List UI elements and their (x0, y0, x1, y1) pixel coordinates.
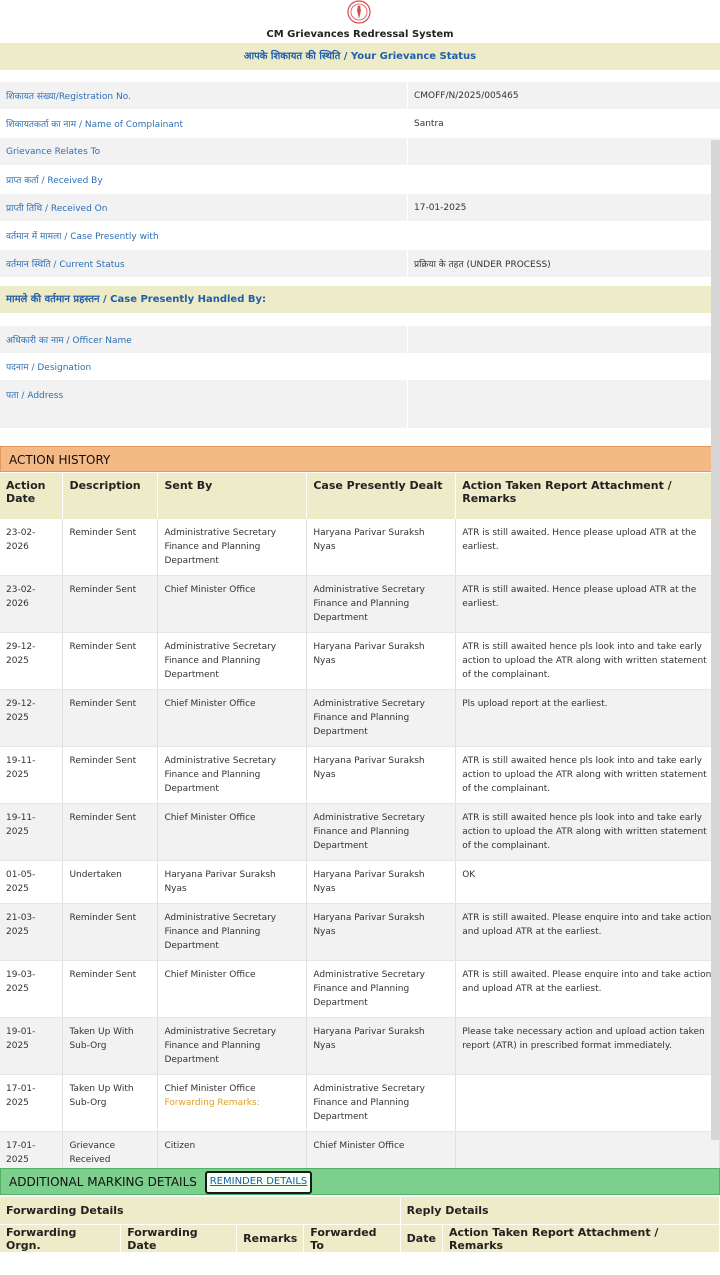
sent-by (158, 519, 307, 576)
action-date (0, 1075, 63, 1132)
description-text: Reminder Sent (69, 699, 137, 709)
case-presently-dealt (307, 633, 456, 690)
sent-by (158, 861, 307, 904)
history-header-row (0, 473, 720, 519)
description (63, 804, 158, 861)
action-history-table (0, 473, 720, 1175)
column-header: Forwarded To (304, 1225, 400, 1253)
case-presently-with (408, 222, 720, 250)
officer-label: पदनाम / Designation (0, 353, 408, 380)
case-handled-by-banner: मामले की वर्तमान प्रहस्तन / Case Presently Handled By: (0, 286, 720, 313)
case-presently-dealt-text: Haryana Parivar Suraksh Nyas (313, 642, 425, 666)
description-text: Reminder Sent (69, 756, 137, 766)
complainant-name: Santra (408, 110, 720, 138)
remarks (456, 804, 720, 861)
sent-by (158, 576, 307, 633)
column-header: Action Date (0, 473, 63, 519)
description-text: Reminder Sent (69, 585, 137, 595)
description (63, 1075, 158, 1132)
sent-by-text: Chief Minister Office (164, 1084, 256, 1094)
case-presently-dealt-text: Chief Minister Office (313, 1141, 405, 1151)
description (63, 690, 158, 747)
grievance-status-banner: आपके शिकायत की स्थिति / Your Grievance Status (0, 43, 720, 70)
officer-label: पता / Address (0, 380, 408, 428)
description (63, 961, 158, 1018)
action-date-text: 01-05-2025 (6, 870, 36, 894)
info-row (0, 194, 720, 222)
case-presently-dealt (307, 519, 456, 576)
info-label: प्राप्ती तिथि / Received On (0, 194, 408, 222)
remarks (456, 961, 720, 1018)
description (63, 861, 158, 904)
description (63, 519, 158, 576)
current-status: प्रक्रिया के तहत (UNDER PROCESS) (408, 250, 720, 278)
description-text: Taken Up With Sub-Org (69, 1027, 134, 1051)
grievance-relates-to (408, 138, 720, 166)
history-row (0, 690, 720, 747)
history-row (0, 519, 720, 576)
sent-by (158, 747, 307, 804)
forwarding-group-row (0, 1197, 720, 1225)
sent-by (158, 961, 307, 1018)
forwarding-remarks-note: Forwarding Remarks: (164, 1098, 260, 1108)
case-presently-dealt-text: Haryana Parivar Suraksh Nyas (313, 756, 425, 780)
officer-designation (408, 353, 720, 380)
case-presently-dealt-text: Haryana Parivar Suraksh Nyas (313, 870, 425, 894)
registration-number: CMOFF/N/2025/005465 (408, 82, 720, 110)
history-row (0, 804, 720, 861)
action-date-text: 17-01-2025 (6, 1141, 36, 1165)
remarks-text: ATR is still awaited hence pls look into and take early action to upload the ATR along with written statement of the complainant. (462, 642, 707, 680)
remarks (456, 690, 720, 747)
remarks-text: ATR is still awaited hence pls look into and take early action to upload the ATR along with written statement of the complainant. (462, 756, 707, 794)
sent-by-text: Chief Minister Office (164, 970, 256, 980)
history-row (0, 961, 720, 1018)
site-title: CM Grievances Redressal System (266, 29, 454, 40)
column-header: Remarks (237, 1225, 304, 1253)
sent-by-text: Administrative Secretary Finance and Planning Department (164, 1027, 277, 1065)
action-date (0, 961, 63, 1018)
case-presently-dealt (307, 1075, 456, 1132)
sent-by-text: Haryana Parivar Suraksh Nyas (164, 870, 276, 894)
remarks (456, 576, 720, 633)
action-date-text: 23-02-2026 (6, 585, 36, 609)
action-date-text: 19-11-2025 (6, 813, 36, 837)
sent-by (158, 904, 307, 961)
sent-by-text: Citizen (164, 1141, 196, 1151)
info-label: शिकायत संख्या/Registration No. (0, 82, 408, 110)
history-row (0, 576, 720, 633)
action-date-text: 19-01-2025 (6, 1027, 36, 1051)
received-by (408, 166, 720, 194)
additional-marking-title: ADDITIONAL MARKING DETAILS (9, 1175, 197, 1189)
remarks-text: Pls upload report at the earliest. (462, 699, 608, 709)
sent-by-text: Administrative Secretary Finance and Planning Department (164, 528, 277, 566)
column-header: Forwarding Date (121, 1225, 237, 1253)
page-header (0, 0, 720, 42)
officer-row (0, 353, 720, 380)
sent-by (158, 1075, 307, 1132)
case-presently-dealt-text: Administrative Secretary Finance and Planning Department (313, 585, 426, 623)
case-presently-dealt-text: Haryana Parivar Suraksh Nyas (313, 1027, 425, 1051)
forwarding-header-row (0, 1225, 720, 1253)
case-presently-dealt-text: Administrative Secretary Finance and Planning Department (313, 699, 426, 737)
action-date (0, 861, 63, 904)
remarks (456, 1018, 720, 1075)
column-header: Action Taken Report Attachment / Remarks (456, 473, 720, 519)
action-date (0, 804, 63, 861)
officer-row (0, 326, 720, 353)
history-row (0, 1075, 720, 1132)
column-header: Date (400, 1225, 442, 1253)
info-row (0, 166, 720, 194)
info-label: Grievance Relates To (0, 138, 408, 166)
description-text: Undertaken (69, 870, 122, 880)
action-date-text: 17-01-2025 (6, 1084, 36, 1108)
action-date (0, 747, 63, 804)
description-text: Reminder Sent (69, 913, 137, 923)
action-date (0, 576, 63, 633)
remarks-text: OK (462, 870, 476, 880)
remarks (456, 861, 720, 904)
description (63, 747, 158, 804)
forwarding-table (0, 1197, 720, 1253)
info-label: वर्तमान में मामला / Case Presently with (0, 222, 408, 250)
remarks (456, 747, 720, 804)
case-presently-dealt-text: Administrative Secretary Finance and Planning Department (313, 1084, 426, 1122)
history-row (0, 861, 720, 904)
remarks (456, 904, 720, 961)
history-body (0, 519, 720, 1175)
case-presently-dealt-text: Haryana Parivar Suraksh Nyas (313, 528, 425, 552)
column-header: Case Presently Dealt (307, 473, 456, 519)
forwarding-details-label: Forwarding Details (0, 1197, 400, 1225)
description-text: Reminder Sent (69, 528, 137, 538)
sent-by (158, 1018, 307, 1075)
officer-label: अधिकारी का नाम / Officer Name (0, 326, 408, 353)
case-presently-dealt (307, 804, 456, 861)
case-presently-dealt (307, 961, 456, 1018)
remarks-text: ATR is still awaited hence pls look into and take early action to upload the ATR along with written statement of the complainant. (462, 813, 707, 851)
officer-name (408, 326, 720, 353)
case-presently-dealt (307, 1018, 456, 1075)
info-label: शिकायतकर्ता का नाम / Name of Complainant (0, 110, 408, 138)
column-header: Description (63, 473, 158, 519)
column-header: Action Taken Report Attachment / Remarks (442, 1225, 719, 1253)
description (63, 576, 158, 633)
action-history-header: ACTION HISTORY (0, 446, 720, 472)
sent-by-text: Chief Minister Office (164, 699, 256, 709)
history-row (0, 747, 720, 804)
action-date (0, 690, 63, 747)
case-presently-dealt (307, 690, 456, 747)
history-row (0, 1018, 720, 1075)
description (63, 633, 158, 690)
case-presently-dealt (307, 904, 456, 961)
remarks (456, 1075, 720, 1132)
officer-address (408, 380, 720, 428)
received-on: 17-01-2025 (408, 194, 720, 222)
sent-by-text: Chief Minister Office (164, 585, 256, 595)
info-row (0, 250, 720, 278)
info-label: वर्तमान स्थिति / Current Status (0, 250, 408, 278)
description (63, 1018, 158, 1075)
sent-by (158, 690, 307, 747)
description-text: Reminder Sent (69, 813, 137, 823)
action-date-text: 19-11-2025 (6, 756, 36, 780)
description-text: Reminder Sent (69, 642, 137, 652)
action-date-text: 29-12-2025 (6, 699, 36, 723)
description (63, 904, 158, 961)
remarks (456, 519, 720, 576)
remarks-text: ATR is still awaited. Please enquire into and take action and upload ATR at the earliest. (462, 970, 712, 994)
case-presently-dealt-text: Haryana Parivar Suraksh Nyas (313, 913, 425, 937)
column-header: Sent By (158, 473, 307, 519)
action-date-text: 23-02-2026 (6, 528, 36, 552)
action-date (0, 904, 63, 961)
case-presently-dealt (307, 747, 456, 804)
case-presently-dealt (307, 576, 456, 633)
sent-by-text: Administrative Secretary Finance and Planning Department (164, 642, 277, 680)
action-date-text: 29-12-2025 (6, 642, 36, 666)
sent-by-text: Administrative Secretary Finance and Planning Department (164, 913, 277, 951)
column-header: Forwarding Orgn. (0, 1225, 121, 1253)
info-row (0, 138, 720, 166)
info-row (0, 110, 720, 138)
sent-by-text: Administrative Secretary Finance and Planning Department (164, 756, 277, 794)
sent-by (158, 633, 307, 690)
info-row (0, 82, 720, 110)
remarks (456, 633, 720, 690)
vertical-scrollbar[interactable] (711, 140, 720, 1140)
info-row (0, 222, 720, 250)
grievance-info-table (0, 82, 720, 278)
description-text: Grievance Received (69, 1141, 116, 1165)
sent-by-text: Chief Minister Office (164, 813, 256, 823)
additional-marking-header (0, 1168, 720, 1195)
action-date (0, 1018, 63, 1075)
history-row (0, 904, 720, 961)
reply-details-label: Reply Details (400, 1197, 719, 1225)
sent-by (158, 804, 307, 861)
case-presently-dealt-text: Administrative Secretary Finance and Planning Department (313, 970, 426, 1008)
action-date-text: 19-03-2025 (6, 970, 36, 994)
info-label: प्राप्त कर्ता / Received By (0, 166, 408, 194)
action-date (0, 519, 63, 576)
remarks-text: Please take necessary action and upload action taken report (ATR) in prescribed format immediately. (462, 1027, 705, 1051)
emblem-logo-icon (347, 0, 371, 24)
case-presently-dealt (307, 861, 456, 904)
remarks-text: ATR is still awaited. Hence please upload ATR at the earliest. (462, 528, 697, 552)
remarks-text: ATR is still awaited. Please enquire into and take action and upload ATR at the earliest. (462, 913, 712, 937)
action-date (0, 633, 63, 690)
officer-row (0, 380, 720, 428)
reminder-details-button[interactable]: REMINDER DETAILS (205, 1171, 313, 1194)
action-date-text: 21-03-2025 (6, 913, 36, 937)
description-text: Taken Up With Sub-Org (69, 1084, 134, 1108)
officer-table (0, 326, 720, 428)
remarks-text: ATR is still awaited. Hence please upload ATR at the earliest. (462, 585, 697, 609)
history-row (0, 633, 720, 690)
case-presently-dealt-text: Administrative Secretary Finance and Planning Department (313, 813, 426, 851)
description-text: Reminder Sent (69, 970, 137, 980)
